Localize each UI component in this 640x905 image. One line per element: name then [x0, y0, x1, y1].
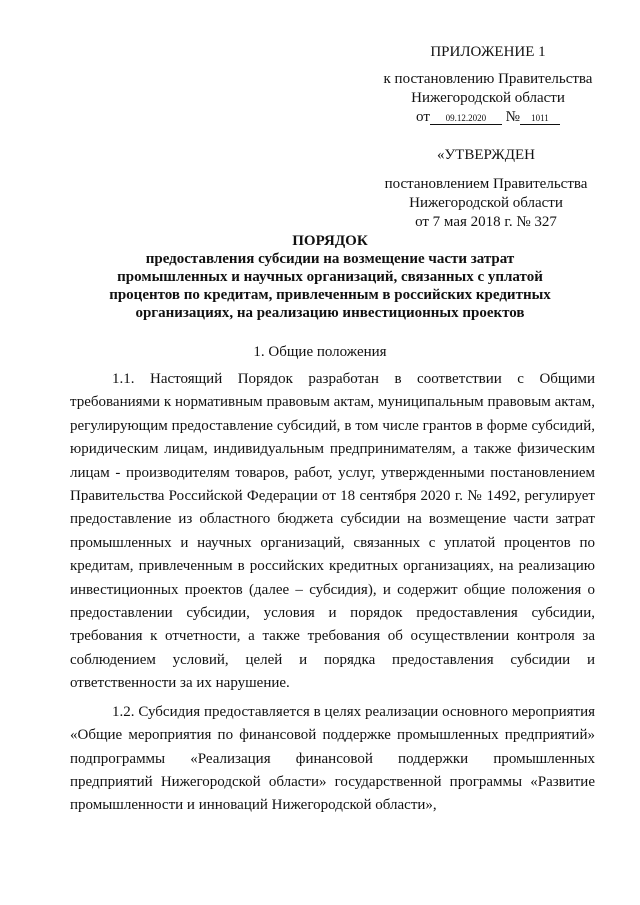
appendix-date-prefix: от [416, 109, 430, 125]
appendix-number: 1011 [520, 112, 560, 125]
paragraph-1-1: 1.1. Настоящий Порядок разработан в соответствии с Общими требованиями к нормативным правовым актам, муниципальным правовым актам, регулирующим предоставление субсидий, в том числе грантов в форме субсидий, юридическим лицам, индивидуальным предпринимателям, а также физическим лицам - производителям товаров, работ, услуг, утвержденными постановлением Правительства Российской Федерации от 18 сентября 2020 г. № 1492, регулирует предоставление из областного бюджета субсидии на возмещение части затрат промышленных и научных организаций, связанных с уплатой процентов по кредитам, привлеченным в российских кредитных организациях, на реализацию инвестиционных проектов (далее – субсидия), и содержит общие положения о предоставлении субсидии, условия и порядок предоставления субсидии, требования к отчетности, а также требования об осуществлении контроля за соблюдением условий, целей и порядка предоставления субсидии и ответственности за их нарушение. [70, 371, 595, 692]
heading-line-4: организациях, на реализацию инвестиционных проектов [135, 305, 525, 321]
appendix-date-line [375, 108, 601, 127]
approved-title: «УТВЕРЖДЕН [437, 147, 535, 163]
appendix-line-1: к постановлению Правительства [383, 71, 593, 87]
document-body [70, 368, 595, 823]
heading-line-1: предоставления субсидии на возмещение части затрат [145, 251, 515, 267]
section-title: 1. Общие положения [253, 344, 387, 360]
appendix-number-sign: № [505, 109, 520, 125]
approved-line-2: Нижегородской области [409, 195, 563, 211]
appendix-line-2: Нижегородской области [411, 90, 565, 106]
appendix-block [375, 43, 601, 127]
heading-line-2: промышленных и научных организаций, связанных с уплатой [117, 269, 543, 285]
heading-line-3: процентов по кредитам, привлеченным в российских кредитных [109, 287, 551, 303]
document-heading [60, 232, 600, 322]
approved-line-3: от 7 мая 2018 г. № 327 [415, 214, 557, 230]
heading-title: ПОРЯДОК [292, 233, 368, 249]
appendix-date: 09.12.2020 [430, 112, 502, 125]
appendix-title: ПРИЛОЖЕНИЕ 1 [430, 44, 546, 60]
paragraph-1-2: 1.2. Субсидия предоставляется в целях реализации основного мероприятия «Общие мероприятия по финансовой поддержке промышленных предприятий» подпрограммы «Реализация финансовой поддержки промышленных предприятий Нижегородской области» государственной программы «Развитие промышленности и инноваций Нижегородской области», [70, 703, 595, 814]
approved-line-1: постановлением Правительства [384, 176, 588, 192]
approved-block [370, 146, 602, 232]
